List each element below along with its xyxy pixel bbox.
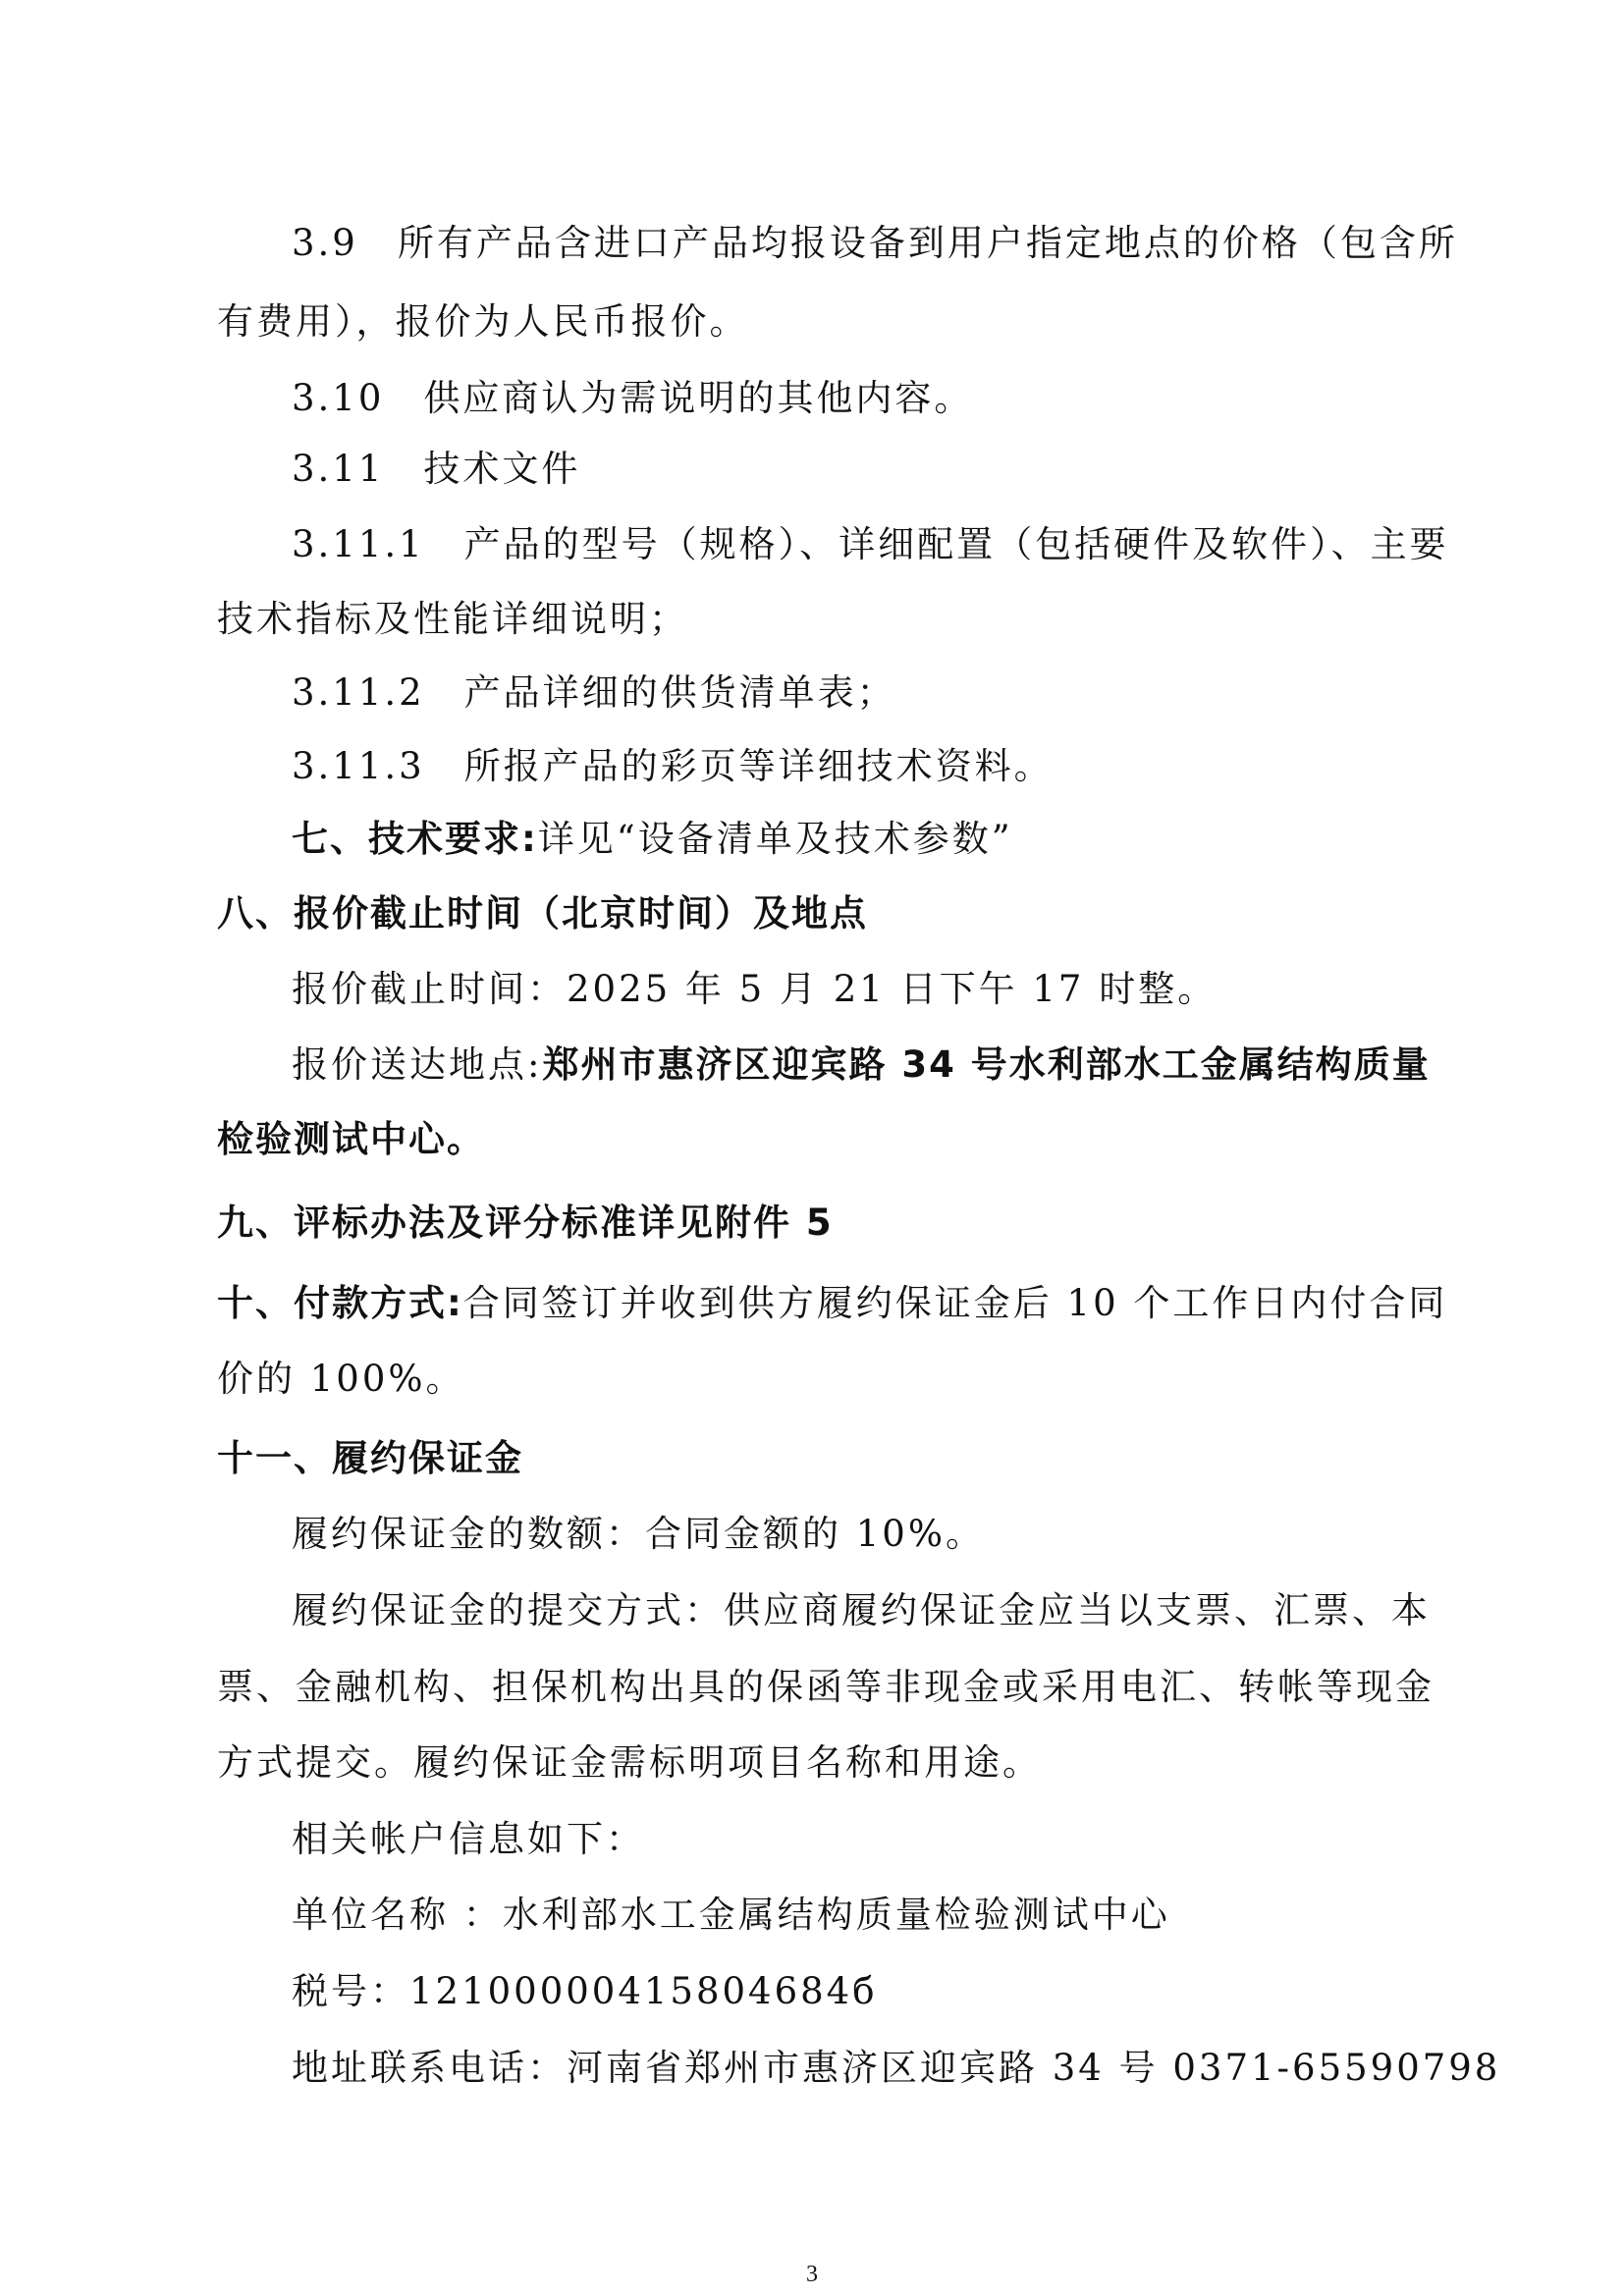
section-10-text: 合同签订并收到供方履约保证金后 10 个工作日内付合同 <box>462 1282 1448 1324</box>
section-8-heading: 八、报价截止时间（北京时间）及地点 <box>217 892 868 934</box>
paragraph-3-11-1-line2: 技术指标及性能详细说明； <box>217 598 688 640</box>
section-10-line1 <box>217 1279 1447 1328</box>
paragraph-3-11-2: 3.11.2 产品详细的供货清单表； <box>292 671 896 714</box>
section-8-deadline: 报价截止时间：2025 年 5 月 21 日下午 17 时整。 <box>292 968 1218 1010</box>
section-8-address-value: 郑州市惠济区迎宾路 34 号水利部水工金属结构质量 <box>542 1043 1431 1086</box>
paragraph-3-9-line1: 3.9 所有产品含进口产品均报设备到用户指定地点的价格（包含所 <box>292 222 1458 264</box>
section-9-heading: 九、评标办法及评分标准详见附件 5 <box>217 1201 834 1244</box>
section-8-address-line2: 检验测试中心。 <box>217 1118 485 1160</box>
section-7-heading: 七、技术要求: <box>292 818 538 860</box>
section-8-address-label: 报价送达地点: <box>292 1043 543 1086</box>
section-11-method-line3: 方式提交。履约保证金需标明项目名称和用途。 <box>217 1741 1042 1784</box>
section-11-tax-id: 税号：12100000415804684б <box>292 1970 878 2012</box>
section-10-line2: 价的 100%。 <box>217 1358 465 1400</box>
paragraph-3-10: 3.10 供应商认为需说明的其他内容。 <box>292 377 974 419</box>
section-10-heading: 十、付款方式: <box>217 1282 463 1324</box>
section-11-address-phone: 地址联系电话：河南省郑州市惠济区迎宾路 34 号 0371-65590798 <box>292 2047 1501 2089</box>
paragraph-3-11-1-line1: 3.11.1 产品的型号（规格）、详细配置（包括硬件及软件）、主要 <box>292 523 1449 565</box>
page-number: 3 <box>806 2262 818 2287</box>
paragraph-3-11: 3.11 技术文件 <box>292 448 581 490</box>
section-11-method-line2: 票、金融机构、担保机构出具的保函等非现金或采用电汇、转帐等现金 <box>217 1666 1435 1708</box>
section-11-amount: 履约保证金的数额：合同金额的 10%。 <box>292 1513 985 1555</box>
section-7-line <box>292 815 1013 864</box>
section-11-method-line1: 履约保证金的提交方式：供应商履约保证金应当以支票、汇票、本 <box>292 1589 1431 1631</box>
section-7-text: 详见“设备清单及技术参数” <box>537 818 1013 860</box>
section-8-address-line1 <box>292 1041 1431 1090</box>
section-11-heading: 十一、履约保证金 <box>217 1437 523 1479</box>
paragraph-3-9-line2: 有费用），报价为人民币报价。 <box>217 300 749 343</box>
section-11-account-intro: 相关帐户信息如下： <box>292 1818 645 1860</box>
section-11-unit-name: 单位名称 ：水利部水工金属结构质量检验测试中心 <box>292 1894 1170 1936</box>
paragraph-3-11-3: 3.11.3 所报产品的彩页等详细技术资料。 <box>292 745 1054 787</box>
